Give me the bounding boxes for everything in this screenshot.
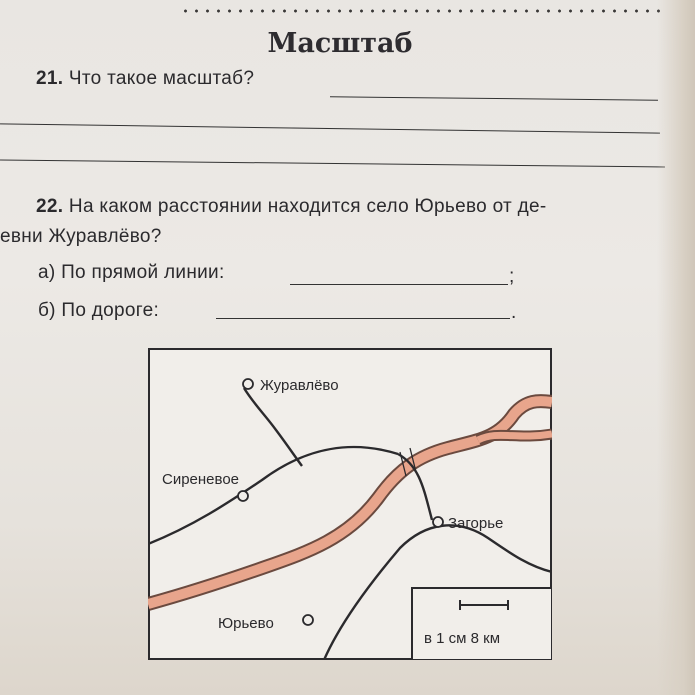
answer-b-label: б) По дороге: [38, 300, 160, 321]
question-21 [36, 68, 254, 90]
answer-a-end: ; [509, 266, 515, 287]
answer-line-21-c[interactable] [0, 160, 665, 168]
map-svg [148, 348, 552, 660]
sirenevoe-marker [238, 491, 248, 501]
question-22-line2: евни Журавлёво? [0, 226, 162, 247]
answer-line-b[interactable] [216, 318, 510, 319]
answer-b-end: . [511, 302, 517, 323]
answer-a-label: а) По прямой линии: [38, 262, 225, 283]
answer-line-21-a[interactable] [330, 96, 658, 100]
question-21-text: Что такое масштаб? [68, 68, 255, 89]
scale-box [412, 588, 552, 660]
zagorye-label: Загорье [448, 515, 504, 532]
page-edge-shadow [657, 0, 695, 695]
answer-line-21-b[interactable] [0, 123, 660, 133]
page-title: Масштаб [267, 28, 413, 59]
question-22-text: На каком расстоянии находится село Юрьево от де- [68, 196, 547, 217]
zhuravlevo-label: Журавлёво [260, 377, 339, 394]
question-22-line1 [36, 196, 547, 218]
yuryevo-label: Юрьево [218, 615, 274, 632]
zagorye-marker [433, 517, 443, 527]
yuryevo-marker [303, 615, 313, 625]
question-22-number: 22. [36, 196, 64, 217]
scale-label: в 1 см 8 км [424, 630, 501, 647]
map-figure [148, 348, 552, 660]
dotted-answer-line [180, 8, 660, 14]
question-21-number: 21. [36, 68, 64, 89]
sirenevoe-label: Сиреневое [162, 471, 240, 488]
zhuravlevo-marker [243, 379, 253, 389]
answer-line-a[interactable] [290, 284, 508, 285]
